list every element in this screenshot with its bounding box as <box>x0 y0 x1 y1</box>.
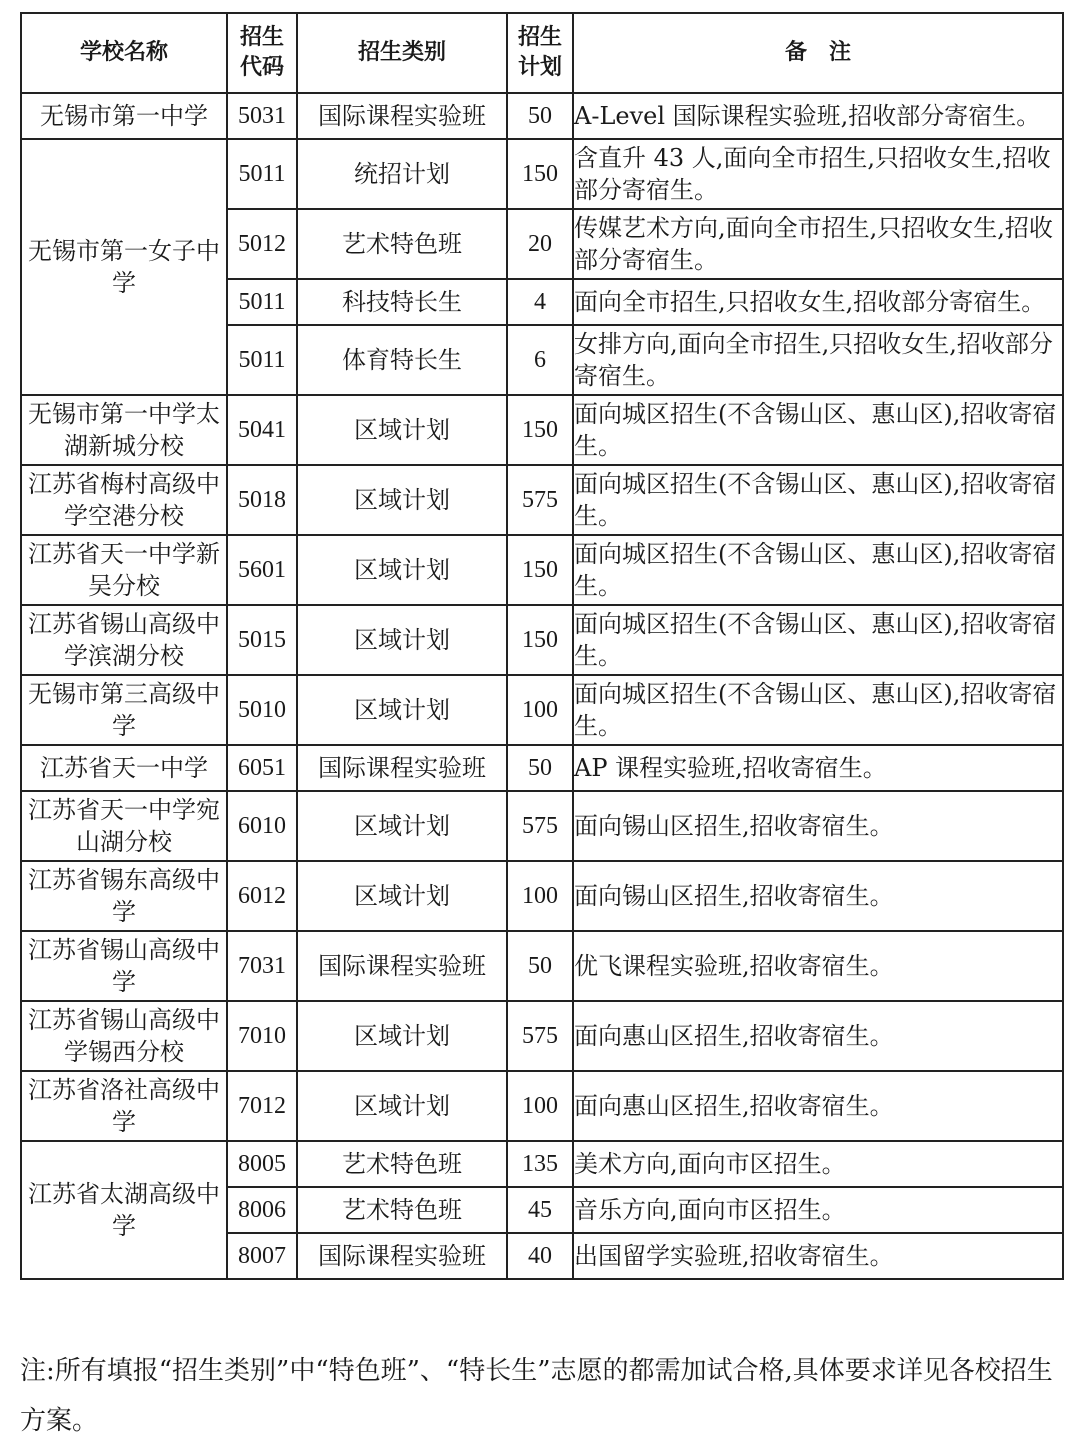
school-name-cell: 江苏省洛社高级中学 <box>21 1071 227 1141</box>
plan-cell: 50 <box>507 931 573 1001</box>
table-row <box>21 465 1063 535</box>
plan-cell: 575 <box>507 1001 573 1071</box>
code-cell: 5010 <box>227 675 297 745</box>
note-cell: 面向城区招生(不含锡山区、惠山区),招收寄宿生。 <box>573 535 1063 605</box>
plan-cell: 100 <box>507 1071 573 1141</box>
plan-cell: 575 <box>507 465 573 535</box>
category-cell: 区域计划 <box>297 1001 507 1071</box>
school-name-cell: 江苏省锡山高级中学滨湖分校 <box>21 605 227 675</box>
plan-cell: 150 <box>507 535 573 605</box>
school-name-cell: 江苏省锡山高级中学 <box>21 931 227 1001</box>
note-cell: 音乐方向,面向市区招生。 <box>573 1187 1063 1233</box>
table-row <box>21 931 1063 1001</box>
plan-cell: 575 <box>507 791 573 861</box>
table-row <box>21 1071 1063 1141</box>
category-cell: 区域计划 <box>297 1071 507 1141</box>
code-cell: 6051 <box>227 745 297 791</box>
code-cell: 6010 <box>227 791 297 861</box>
plan-cell: 100 <box>507 675 573 745</box>
code-cell: 5011 <box>227 325 297 395</box>
school-name-cell: 江苏省天一中学新吴分校 <box>21 535 227 605</box>
plan-cell: 150 <box>507 139 573 209</box>
school-name-cell: 江苏省锡东高级中学 <box>21 861 227 931</box>
code-cell: 7010 <box>227 1001 297 1071</box>
note-cell: 面向城区招生(不含锡山区、惠山区),招收寄宿生。 <box>573 395 1063 465</box>
plan-cell: 100 <box>507 861 573 931</box>
code-cell: 5031 <box>227 93 297 139</box>
note-cell: A-Level 国际课程实验班,招收部分寄宿生。 <box>573 93 1063 139</box>
note-cell: 面向锡山区招生,招收寄宿生。 <box>573 791 1063 861</box>
category-cell: 区域计划 <box>297 465 507 535</box>
code-cell: 6012 <box>227 861 297 931</box>
category-cell: 艺术特色班 <box>297 1141 507 1187</box>
table-row <box>21 1001 1063 1071</box>
school-name-cell: 江苏省梅村高级中学空港分校 <box>21 465 227 535</box>
table-row <box>21 605 1063 675</box>
table-header-row <box>21 13 1063 93</box>
category-cell: 艺术特色班 <box>297 209 507 279</box>
table-row <box>21 791 1063 861</box>
code-cell: 8006 <box>227 1187 297 1233</box>
school-name-cell: 无锡市第一中学太湖新城分校 <box>21 395 227 465</box>
school-name-cell: 江苏省天一中学宛山湖分校 <box>21 791 227 861</box>
category-cell: 区域计划 <box>297 791 507 861</box>
school-name-cell: 无锡市第一女子中学 <box>21 139 227 395</box>
note-cell: 优飞课程实验班,招收寄宿生。 <box>573 931 1063 1001</box>
plan-cell: 150 <box>507 395 573 465</box>
note-cell: 女排方向,面向全市招生,只招收女生,招收部分寄宿生。 <box>573 325 1063 395</box>
note-cell: 面向锡山区招生,招收寄宿生。 <box>573 861 1063 931</box>
category-cell: 国际课程实验班 <box>297 1233 507 1279</box>
category-cell: 艺术特色班 <box>297 1187 507 1233</box>
plan-cell: 6 <box>507 325 573 395</box>
table-row <box>21 675 1063 745</box>
category-cell: 国际课程实验班 <box>297 745 507 791</box>
category-cell: 国际课程实验班 <box>297 93 507 139</box>
code-cell: 5011 <box>227 279 297 325</box>
note-cell: 面向惠山区招生,招收寄宿生。 <box>573 1071 1063 1141</box>
note-cell: 传媒艺术方向,面向全市招生,只招收女生,招收部分寄宿生。 <box>573 209 1063 279</box>
table-row <box>21 535 1063 605</box>
plan-cell: 50 <box>507 93 573 139</box>
category-cell: 科技特长生 <box>297 279 507 325</box>
category-cell: 区域计划 <box>297 861 507 931</box>
plan-cell: 45 <box>507 1187 573 1233</box>
note-cell: 含直升 43 人,面向全市招生,只招收女生,招收部分寄宿生。 <box>573 139 1063 209</box>
code-cell: 5041 <box>227 395 297 465</box>
school-name-cell: 江苏省锡山高级中学锡西分校 <box>21 1001 227 1071</box>
plan-cell: 135 <box>507 1141 573 1187</box>
header-admission-plan: 招生 计划 <box>507 13 573 93</box>
table-row <box>21 395 1063 465</box>
school-name-cell: 江苏省天一中学 <box>21 745 227 791</box>
header-school-name: 学校名称 <box>21 13 227 93</box>
school-name-cell: 江苏省太湖高级中学 <box>21 1141 227 1279</box>
table-row <box>21 1141 1063 1187</box>
note-cell: 面向惠山区招生,招收寄宿生。 <box>573 1001 1063 1071</box>
header-notes: 备 注 <box>573 13 1063 93</box>
code-cell: 5011 <box>227 139 297 209</box>
code-cell: 5018 <box>227 465 297 535</box>
header-admission-category: 招生类别 <box>297 13 507 93</box>
code-cell: 8005 <box>227 1141 297 1187</box>
note-cell: 美术方向,面向市区招生。 <box>573 1141 1063 1187</box>
school-name-cell: 无锡市第三高级中学 <box>21 675 227 745</box>
code-cell: 7012 <box>227 1071 297 1141</box>
plan-cell: 50 <box>507 745 573 791</box>
plan-cell: 150 <box>507 605 573 675</box>
category-cell: 统招计划 <box>297 139 507 209</box>
plan-cell: 40 <box>507 1233 573 1279</box>
category-cell: 区域计划 <box>297 535 507 605</box>
note-cell: 面向全市招生,只招收女生,招收部分寄宿生。 <box>573 279 1063 325</box>
category-cell: 国际课程实验班 <box>297 931 507 1001</box>
footnote: 注:所有填报“招生类别”中“特色班”、“特长生”志愿的都需加试合格,具体要求详见各校招生方案。 <box>20 1356 1053 1436</box>
note-cell: 面向城区招生(不含锡山区、惠山区),招收寄宿生。 <box>573 605 1063 675</box>
code-cell: 8007 <box>227 1233 297 1279</box>
category-cell: 区域计划 <box>297 605 507 675</box>
category-cell: 区域计划 <box>297 395 507 465</box>
school-name-cell: 无锡市第一中学 <box>21 93 227 139</box>
code-cell: 7031 <box>227 931 297 1001</box>
code-cell: 5601 <box>227 535 297 605</box>
table-row <box>21 93 1063 139</box>
code-cell: 5012 <box>227 209 297 279</box>
note-cell: 面向城区招生(不含锡山区、惠山区),招收寄宿生。 <box>573 675 1063 745</box>
plan-cell: 20 <box>507 209 573 279</box>
admissions-table <box>20 12 1064 1280</box>
note-cell: AP 课程实验班,招收寄宿生。 <box>573 745 1063 791</box>
category-cell: 体育特长生 <box>297 325 507 395</box>
category-cell: 区域计划 <box>297 675 507 745</box>
table-row <box>21 139 1063 209</box>
code-cell: 5015 <box>227 605 297 675</box>
table-row <box>21 861 1063 931</box>
header-admission-code: 招生 代码 <box>227 13 297 93</box>
table-row <box>21 745 1063 791</box>
plan-cell: 4 <box>507 279 573 325</box>
note-cell: 出国留学实验班,招收寄宿生。 <box>573 1233 1063 1279</box>
note-cell: 面向城区招生(不含锡山区、惠山区),招收寄宿生。 <box>573 465 1063 535</box>
